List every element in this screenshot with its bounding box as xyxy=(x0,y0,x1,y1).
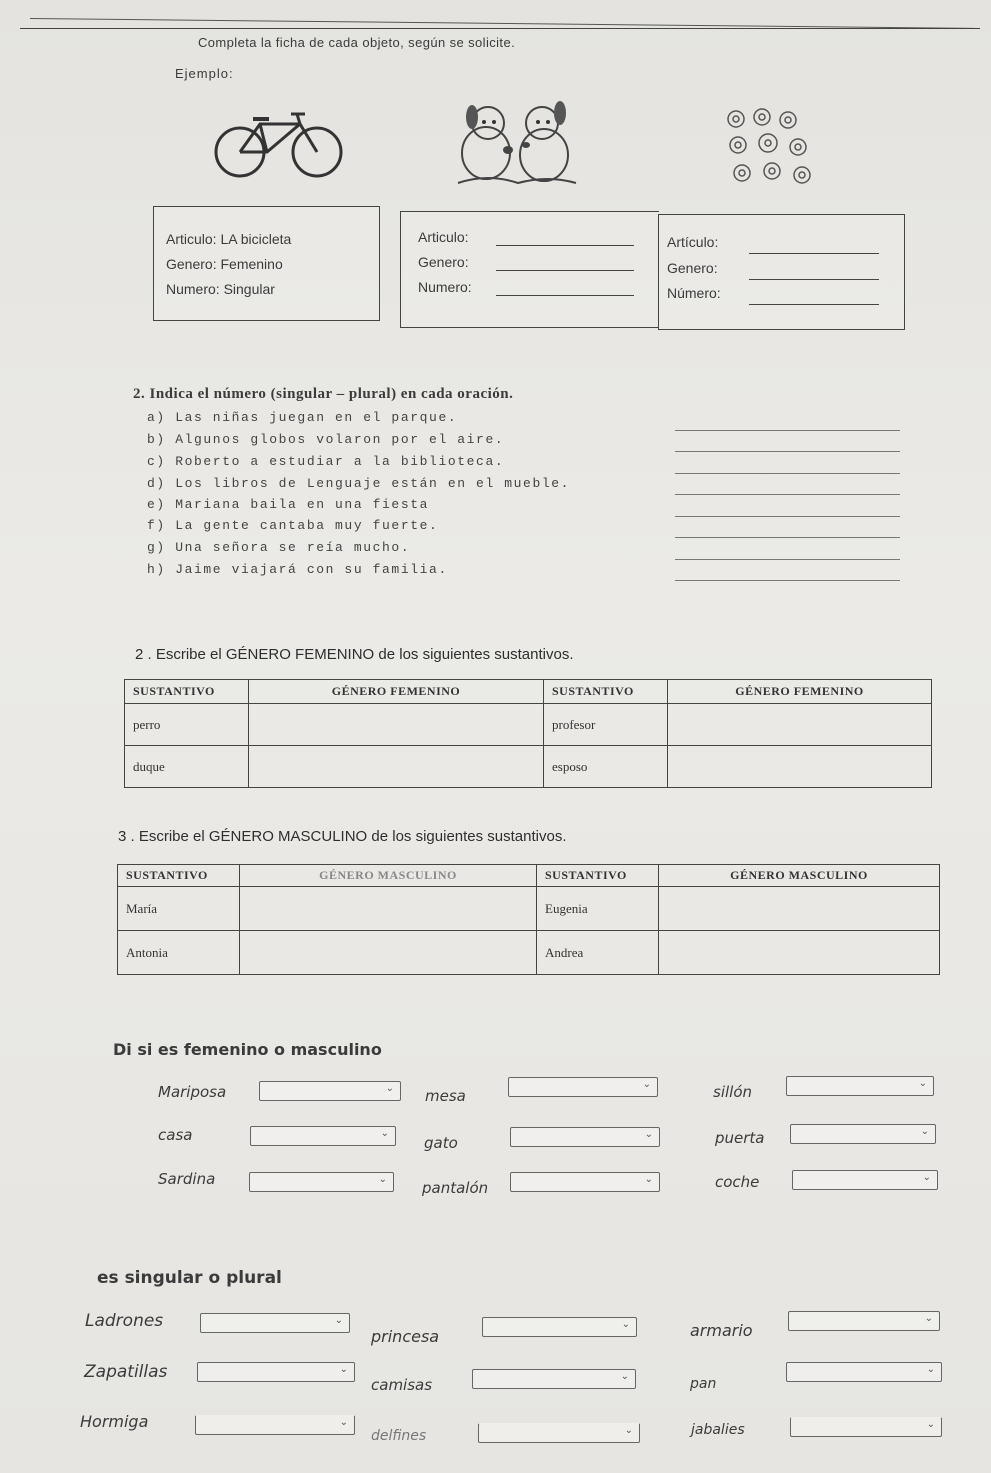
plural-word-delfines: delfines xyxy=(371,1428,427,1444)
plural-dropdown-delfines[interactable] xyxy=(478,1423,640,1443)
card1-genero: Genero: Femenino xyxy=(166,256,283,272)
masc-answer-cell[interactable] xyxy=(659,887,940,931)
example-label: Ejemplo: xyxy=(175,66,234,81)
masc-cell-antonia: Antonia xyxy=(118,931,240,975)
masc-answer-cell[interactable] xyxy=(659,931,940,975)
card-2 xyxy=(400,211,659,328)
table-row xyxy=(118,931,940,975)
top-rule-2 xyxy=(20,28,980,29)
answer-line-e[interactable] xyxy=(675,516,900,517)
chevron-down-icon: ⌄ xyxy=(642,1079,651,1090)
example-card xyxy=(153,206,380,321)
flowers-illustration xyxy=(722,107,814,194)
dogs-illustration xyxy=(448,95,583,195)
plural-word-ladrones: Ladrones xyxy=(85,1311,164,1331)
masc-cell-maria: María xyxy=(118,887,240,931)
gender-dropdown-pantalon[interactable] xyxy=(510,1172,660,1192)
section-masc-title: 3 . Escribe el GÉNERO MASCULINO de los siguientes sustantivos. xyxy=(118,828,567,845)
instruction-text: Completa la ficha de cada objeto, según se solicite. xyxy=(198,35,516,50)
table-row xyxy=(118,887,940,931)
answer-line-c[interactable] xyxy=(675,473,900,474)
gender-word-mariposa: Mariposa xyxy=(158,1083,227,1101)
fem-header-4: GÉNERO FEMENINO xyxy=(668,680,932,704)
masc-table xyxy=(117,864,940,975)
fem-answer-cell[interactable] xyxy=(668,704,932,746)
fem-header-3: SUSTANTIVO xyxy=(544,680,668,704)
gender-word-puerta: puerta xyxy=(715,1129,765,1147)
masc-header-1: SUSTANTIVO xyxy=(118,865,240,887)
card2-numero-blank[interactable] xyxy=(496,295,634,296)
gender-dropdown-sillon[interactable] xyxy=(786,1076,934,1096)
masc-cell-eugenia: Eugenia xyxy=(537,887,659,931)
gender-dropdown-mesa[interactable] xyxy=(508,1077,658,1097)
plural-word-zapatillas: Zapatillas xyxy=(84,1362,168,1382)
plural-word-armario: armario xyxy=(690,1321,753,1340)
card-3 xyxy=(658,214,905,330)
plural-dropdown-pan[interactable] xyxy=(786,1362,942,1382)
card1-numero: Numero: Singular xyxy=(166,281,275,297)
fem-answer-cell[interactable] xyxy=(249,746,544,788)
sentence-c: c) Roberto a estudiar a la biblioteca. xyxy=(147,454,505,469)
card3-articulo-blank[interactable] xyxy=(749,253,879,254)
chevron-down-icon: ⌄ xyxy=(644,1129,653,1140)
gender-dropdown-sardina[interactable] xyxy=(249,1172,394,1192)
sentence-e: e) Mariana baila en una fiesta xyxy=(147,497,430,512)
masc-header-2: GÉNERO MASCULINO xyxy=(240,865,537,887)
sentence-b: b) Algunos globos volaron por el aire. xyxy=(147,432,505,447)
gender-dropdown-casa[interactable] xyxy=(250,1126,396,1146)
fem-cell-esposo: esposo xyxy=(544,746,668,788)
plural-word-camisas: camisas xyxy=(371,1376,433,1394)
gender-dropdown-coche[interactable] xyxy=(792,1170,938,1190)
fem-cell-profesor: profesor xyxy=(544,704,668,746)
card3-numero-label: Número: xyxy=(667,285,721,301)
gender-word-casa: casa xyxy=(158,1126,193,1144)
card3-genero-blank[interactable] xyxy=(749,279,879,280)
card1-articulo: Articulo: LA bicicleta xyxy=(166,231,292,247)
gender-dropdown-mariposa[interactable] xyxy=(259,1081,401,1101)
answer-line-h[interactable] xyxy=(675,580,900,581)
plural-dropdown-zapatillas[interactable] xyxy=(197,1362,355,1382)
masc-header-4: GÉNERO MASCULINO xyxy=(659,865,940,887)
card2-numero-label: Numero: xyxy=(418,279,472,295)
table-row xyxy=(125,746,932,788)
gender-word-gato: gato xyxy=(424,1134,458,1152)
plural-dropdown-armario[interactable] xyxy=(788,1311,940,1331)
fem-answer-cell[interactable] xyxy=(249,704,544,746)
plural-word-princesa: princesa xyxy=(371,1327,440,1346)
chevron-down-icon: ⌄ xyxy=(926,1419,935,1430)
card2-genero-blank[interactable] xyxy=(496,270,634,271)
masc-header-3: SUSTANTIVO xyxy=(537,865,659,887)
answer-line-g[interactable] xyxy=(675,559,900,560)
sentence-g: g) Una señora se reía mucho. xyxy=(147,540,411,555)
sentence-d: d) Los libros de Lenguaje están en el mueble. xyxy=(147,476,571,491)
section-plural-title: es singular o plural xyxy=(97,1268,282,1288)
plural-dropdown-camisas[interactable] xyxy=(472,1369,636,1389)
masc-answer-cell[interactable] xyxy=(240,887,537,931)
masc-answer-cell[interactable] xyxy=(240,931,537,975)
chevron-down-icon: ⌄ xyxy=(922,1172,931,1183)
answer-line-d[interactable] xyxy=(675,494,900,495)
answer-line-b[interactable] xyxy=(675,451,900,452)
chevron-down-icon: ⌄ xyxy=(334,1315,343,1326)
section-fem-title: 2 . Escribe el GÉNERO FEMENINO de los siguientes sustantivos. xyxy=(135,646,574,663)
chevron-down-icon: ⌄ xyxy=(378,1174,387,1185)
plural-dropdown-hormiga[interactable] xyxy=(195,1415,355,1435)
sentence-h: h) Jaime viajará con su familia. xyxy=(147,562,448,577)
plural-word-pan: pan xyxy=(690,1376,717,1392)
fem-header-2: GÉNERO FEMENINO xyxy=(249,680,544,704)
chevron-down-icon: ⌄ xyxy=(926,1364,935,1375)
plural-word-jabalies: jabalies xyxy=(691,1422,745,1438)
card3-articulo-label: Artículo: xyxy=(667,234,719,250)
fem-cell-perro: perro xyxy=(125,704,249,746)
fem-cell-duque: duque xyxy=(125,746,249,788)
fem-table xyxy=(124,679,932,788)
gender-word-coche: coche xyxy=(715,1173,760,1191)
plural-word-hormiga: Hormiga xyxy=(80,1412,149,1431)
gender-word-pantalon: pantalón xyxy=(422,1179,489,1197)
table-row xyxy=(125,704,932,746)
chevron-down-icon: ⌄ xyxy=(620,1371,629,1382)
chevron-down-icon: ⌄ xyxy=(924,1313,933,1324)
card3-numero-blank[interactable] xyxy=(749,304,879,305)
gender-dropdown-puerta[interactable] xyxy=(790,1124,936,1144)
card2-articulo-label: Articulo: xyxy=(418,229,469,245)
gender-word-sardina: Sardina xyxy=(158,1170,216,1188)
answer-line-a[interactable] xyxy=(675,430,900,431)
section-number-title: 2. Indica el número (singular – plural) en cada oración. xyxy=(133,386,514,402)
gender-word-sillon: sillón xyxy=(713,1083,753,1101)
plural-dropdown-jabalies[interactable] xyxy=(790,1417,942,1437)
card2-articulo-blank[interactable] xyxy=(496,245,634,246)
chevron-down-icon: ⌄ xyxy=(624,1425,633,1436)
chevron-down-icon: ⌄ xyxy=(621,1319,630,1330)
plural-dropdown-ladrones[interactable] xyxy=(200,1313,350,1333)
answer-line-f[interactable] xyxy=(675,537,900,538)
chevron-down-icon: ⌄ xyxy=(918,1078,927,1089)
gender-dropdown-gato[interactable] xyxy=(510,1127,660,1147)
chevron-down-icon: ⌄ xyxy=(339,1364,348,1375)
sentence-a: a) Las niñas juegan en el parque. xyxy=(147,410,458,425)
chevron-down-icon: ⌄ xyxy=(380,1128,389,1139)
section-gender-title: Di si es femenino o masculino xyxy=(113,1040,382,1059)
gender-word-mesa: mesa xyxy=(425,1087,466,1105)
plural-dropdown-princesa[interactable] xyxy=(482,1317,637,1337)
chevron-down-icon: ⌄ xyxy=(385,1083,394,1094)
chevron-down-icon: ⌄ xyxy=(920,1126,929,1137)
fem-answer-cell[interactable] xyxy=(668,746,932,788)
bicycle-icon xyxy=(205,110,355,185)
masc-cell-andrea: Andrea xyxy=(537,931,659,975)
fem-header-1: SUSTANTIVO xyxy=(125,680,249,704)
card2-genero-label: Genero: xyxy=(418,254,469,270)
card3-genero-label: Genero: xyxy=(667,260,718,276)
chevron-down-icon: ⌄ xyxy=(644,1174,653,1185)
chevron-down-icon: ⌄ xyxy=(339,1417,348,1428)
sentence-f: f) La gente cantaba muy fuerte. xyxy=(147,518,439,533)
